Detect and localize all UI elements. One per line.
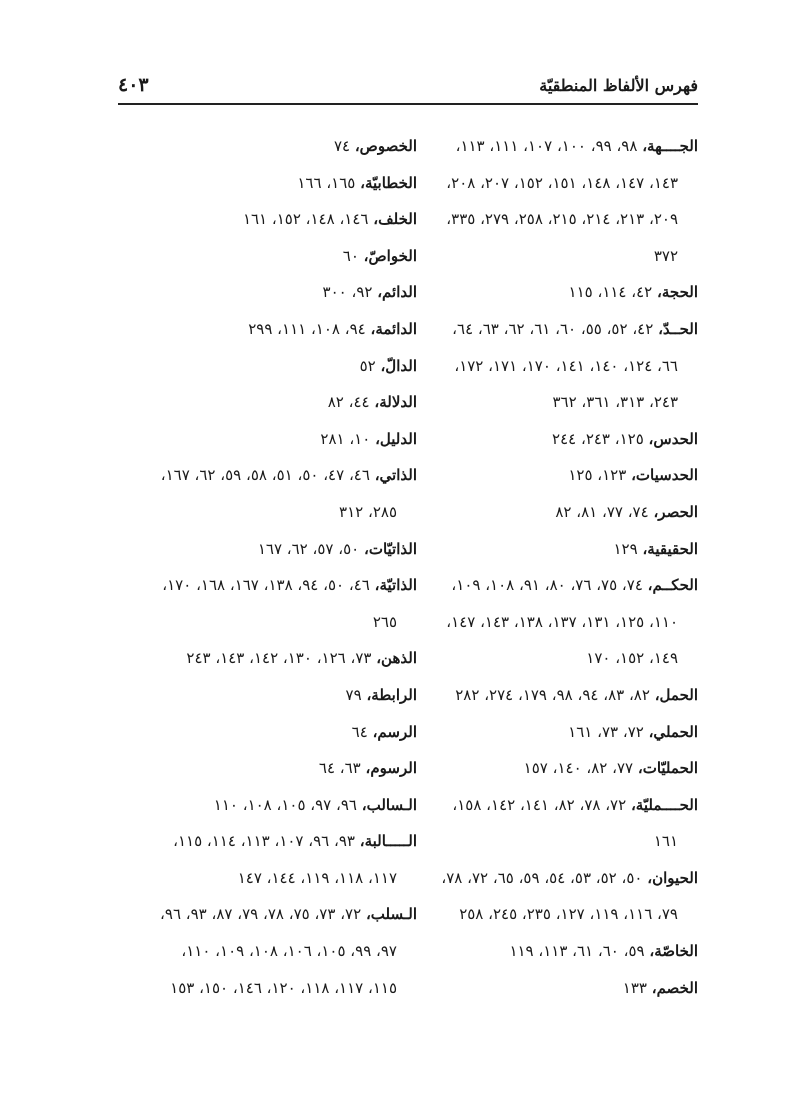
index-page-references: ٩٦، ٩٧، ١٠٥، ١٠٨، ١١٠ xyxy=(213,795,362,814)
index-term: الخطابيّة، xyxy=(360,173,417,192)
index-term: الحكــم، xyxy=(647,576,698,595)
index-term: الذاتي، xyxy=(374,466,417,485)
index-term: الجــــهة، xyxy=(642,137,698,155)
index-term: الدلالة، xyxy=(374,393,417,412)
index-page-references: ١١٥، ١١٧، ١١٨، ١٢٠، ١٤٦، ١٥٠، ١٥٣ xyxy=(170,978,397,997)
index-page-references: ١٢٣، ١٢٥ xyxy=(568,466,632,485)
index-entry xyxy=(398,531,698,568)
index-entry xyxy=(398,787,698,824)
index-page-references: ٥٢ xyxy=(359,356,381,375)
index-term: الرسوم، xyxy=(365,759,417,778)
index-entry-continuation xyxy=(398,384,698,421)
index-page-references: ١٦١ xyxy=(653,832,678,851)
index-term: الذاتيّة، xyxy=(374,576,417,595)
index-term: الحدس، xyxy=(648,429,698,448)
index-page-references: ٩٧، ٩٩، ١٠٥، ١٠٦، ١٠٨، ١٠٩، ١١٠، xyxy=(181,942,397,961)
index-page-references: ٤٢، ٥٢، ٥٥، ٦٠، ٦١، ٦٢، ٦٣، ٦٤، xyxy=(452,319,659,338)
index-page-references: ٦٣، ٦٤ xyxy=(318,759,366,778)
index-term: الدائم، xyxy=(377,283,417,302)
index-entry xyxy=(398,311,698,348)
index-entry xyxy=(117,787,417,824)
index-page-references: ٧٤ xyxy=(333,137,355,155)
index-page-references: ٩٣، ٩٦، ١٠٧، ١١٣، ١١٤، ١١٥، xyxy=(173,832,360,851)
index-page-references: ٧٤، ٧٧، ٨١، ٨٢ xyxy=(555,502,654,521)
index-page-references: ٧٣، ١٢٦، ١٣٠، ١٤٢، ١٤٣، ٢٤٣ xyxy=(186,649,377,668)
index-entry xyxy=(117,238,417,275)
index-term: الخصوص، xyxy=(354,137,417,155)
index-term: الدالّ، xyxy=(380,356,417,375)
index-term: الخصم، xyxy=(651,978,698,997)
index-term: الذاتيّات، xyxy=(363,539,417,558)
index-entry xyxy=(117,896,417,933)
index-entry xyxy=(117,348,417,385)
index-page-references: ٦٠ xyxy=(342,246,364,265)
index-entry-continuation xyxy=(117,970,417,1007)
index-entry xyxy=(117,640,417,677)
index-entry xyxy=(117,128,417,165)
index-entry xyxy=(117,384,417,421)
index-page-references: ١٤٦، ١٤٨، ١٥٢، ١٦١ xyxy=(242,210,374,229)
index-page-references: ٥٠، ٥٢، ٥٣، ٥٤، ٥٩، ٦٥، ٧٢، ٧٨، xyxy=(441,868,648,887)
index-term: الرابطة، xyxy=(366,685,417,704)
index-page-references: ٢٨٥، ٣١٢ xyxy=(339,502,397,521)
index-page-references: ٤٦، ٥٠، ٩٤، ١٣٨، ١٦٧، ١٦٨، ١٧٠، xyxy=(162,576,375,595)
index-term: الحمل، xyxy=(654,685,698,704)
page-header xyxy=(118,70,698,100)
index-term: الرسم، xyxy=(372,722,417,741)
index-page-references: ١٣٣ xyxy=(622,978,652,997)
index-entry-continuation xyxy=(117,933,417,970)
index-page-references: ٧٩ xyxy=(345,685,367,704)
index-entry xyxy=(398,457,698,494)
index-term: الخواصّ، xyxy=(363,246,417,265)
index-entry-continuation xyxy=(398,165,698,202)
index-entry xyxy=(398,677,698,714)
index-entry-continuation xyxy=(398,823,698,860)
index-page-references: ٦٦، ١٢٤، ١٤٠، ١٤١، ١٧٠، ١٧١، ١٧٢، xyxy=(454,356,678,375)
index-page-references: ٥٩، ٦٠، ٦١، ١١٣، ١١٩ xyxy=(509,942,650,961)
index-page-references: ٤٦، ٤٧، ٥٠، ٥١، ٥٨، ٥٩، ٦٢، ١٦٧، xyxy=(160,466,375,485)
index-page-references: ٧٩، ١١٦، ١١٩، ١٢٧، ٢٣٥، ٢٤٥، ٢٥٨ xyxy=(459,905,678,924)
index-entry xyxy=(117,714,417,751)
index-term: الحملي، xyxy=(648,722,698,741)
index-entry xyxy=(117,201,417,238)
index-entry xyxy=(117,823,417,860)
index-entry xyxy=(117,165,417,202)
index-page-references: ١٢٩ xyxy=(613,539,643,558)
index-entry xyxy=(398,750,698,787)
index-page-references: ٢٦٥ xyxy=(372,612,397,631)
index-term: الحــدّ، xyxy=(658,319,698,338)
index-page-references: ٧٧، ٨٢، ١٤٠، ١٥٧ xyxy=(523,759,638,778)
index-entry-continuation xyxy=(398,604,698,641)
index-page-references: ١٢٥، ٢٤٣، ٢٤٤ xyxy=(552,429,649,448)
index-entry-continuation xyxy=(398,640,698,677)
index-page-references: ٦٤ xyxy=(351,722,373,741)
index-page-references: ١٦٥، ١٦٦ xyxy=(297,173,361,192)
index-entry xyxy=(117,531,417,568)
index-page-references: ٩٢، ٣٠٠ xyxy=(322,283,378,302)
index-entry xyxy=(398,714,698,751)
index-entry-continuation xyxy=(398,201,698,238)
index-entry xyxy=(398,860,698,897)
index-term: الحصر، xyxy=(653,502,698,521)
index-entry xyxy=(398,567,698,604)
index-page-references: ١٤٣، ١٤٧، ١٤٨، ١٥١، ١٥٢، ٢٠٧، ٢٠٨، xyxy=(446,173,678,192)
index-entry xyxy=(117,567,417,604)
index-term: الحيوان، xyxy=(647,868,698,887)
index-entry xyxy=(398,128,698,165)
index-term: الحجة، xyxy=(657,283,698,302)
index-entry-continuation xyxy=(398,896,698,933)
index-page-references: ٢٠٩، ٢١٣، ٢١٤، ٢١٥، ٢٥٨، ٢٧٩، ٣٣٥، xyxy=(446,210,678,229)
index-entry xyxy=(117,311,417,348)
index-page-references: ١١٠، ١٢٥، ١٣١، ١٣٧، ١٣٨، ١٤٣، ١٤٧، xyxy=(446,612,678,631)
index-page-references: ٣٧٢ xyxy=(653,246,678,265)
index-page-references: ٢٤٣، ٣١٣، ٣٦١، ٣٦٢ xyxy=(552,393,678,412)
index-entry-continuation xyxy=(117,494,417,531)
index-entry xyxy=(398,933,698,970)
index-page-references: ٩٨، ٩٩، ١٠٠، ١٠٧، ١١١، ١١٣، xyxy=(455,137,643,155)
index-term: الحمليّات، xyxy=(637,759,698,778)
index-page-references: ٨٢، ٨٣، ٩٤، ٩٨، ١٧٩، ٢٧٤، ٢٨٢ xyxy=(455,685,655,704)
index-page-references: ٩٤، ١٠٨، ١١١، ٢٩٩ xyxy=(248,319,371,338)
index-entry xyxy=(117,421,417,458)
index-term: الذهن، xyxy=(376,649,417,668)
index-page-references: ٧٢، ٧٣، ٧٥، ٧٨، ٧٩، ٨٧، ٩٣، ٩٦، xyxy=(160,905,366,924)
index-entry xyxy=(398,970,698,1007)
index-entry xyxy=(398,274,698,311)
index-column-left xyxy=(117,128,417,1006)
index-term: الدليل، xyxy=(375,429,417,448)
index-entry-continuation xyxy=(117,860,417,897)
header-divider xyxy=(118,103,698,105)
index-page-references: ٧٢، ٧٨، ٨٢، ١٤١، ١٤٢، ١٥٨، xyxy=(452,795,631,814)
index-term: الخاصّة، xyxy=(649,942,698,961)
index-term: الحدسيات، xyxy=(631,466,698,485)
index-entry xyxy=(398,421,698,458)
page-number: ٤٠٣ xyxy=(118,74,149,96)
index-page-references: ١٤٩، ١٥٢، ١٧٠ xyxy=(586,649,678,668)
index-term: الحقيقية، xyxy=(642,539,698,558)
running-title: فهرس الألفاظ المنطقيّة xyxy=(539,76,698,95)
index-entry-continuation xyxy=(117,604,417,641)
index-entry xyxy=(398,494,698,531)
index-entry xyxy=(117,750,417,787)
index-page-references: ٧٤، ٧٥، ٧٦، ٨٠، ٩١، ١٠٨، ١٠٩، xyxy=(451,576,648,595)
index-column-right xyxy=(398,128,698,1006)
index-page-references: ٥٠، ٥٧، ٦٢، ١٦٧ xyxy=(257,539,364,558)
index-term: الخلف، xyxy=(373,210,417,229)
index-term: الـسلب، xyxy=(365,905,417,924)
index-entry-continuation xyxy=(398,348,698,385)
index-page-references: ٤٢، ١١٤، ١١٥ xyxy=(568,283,657,302)
index-page-references: ١١٧، ١١٨، ١١٩، ١٤٤، ١٤٧ xyxy=(237,868,397,887)
index-page-references: ٧٢، ٧٣، ١٦١ xyxy=(568,722,649,741)
index-term: الـسالب، xyxy=(361,795,417,814)
index-entry xyxy=(117,677,417,714)
index-entry xyxy=(117,274,417,311)
index-term: الحــــمليّة، xyxy=(630,795,698,814)
index-entry-continuation xyxy=(398,238,698,275)
index-term: الدائمة، xyxy=(370,319,417,338)
index-page-references: ١٠، ٢٨١ xyxy=(320,429,376,448)
index-entry xyxy=(117,457,417,494)
index-page-references: ٤٤، ٨٢ xyxy=(327,393,375,412)
index-term: الـــــالبة، xyxy=(359,832,417,851)
